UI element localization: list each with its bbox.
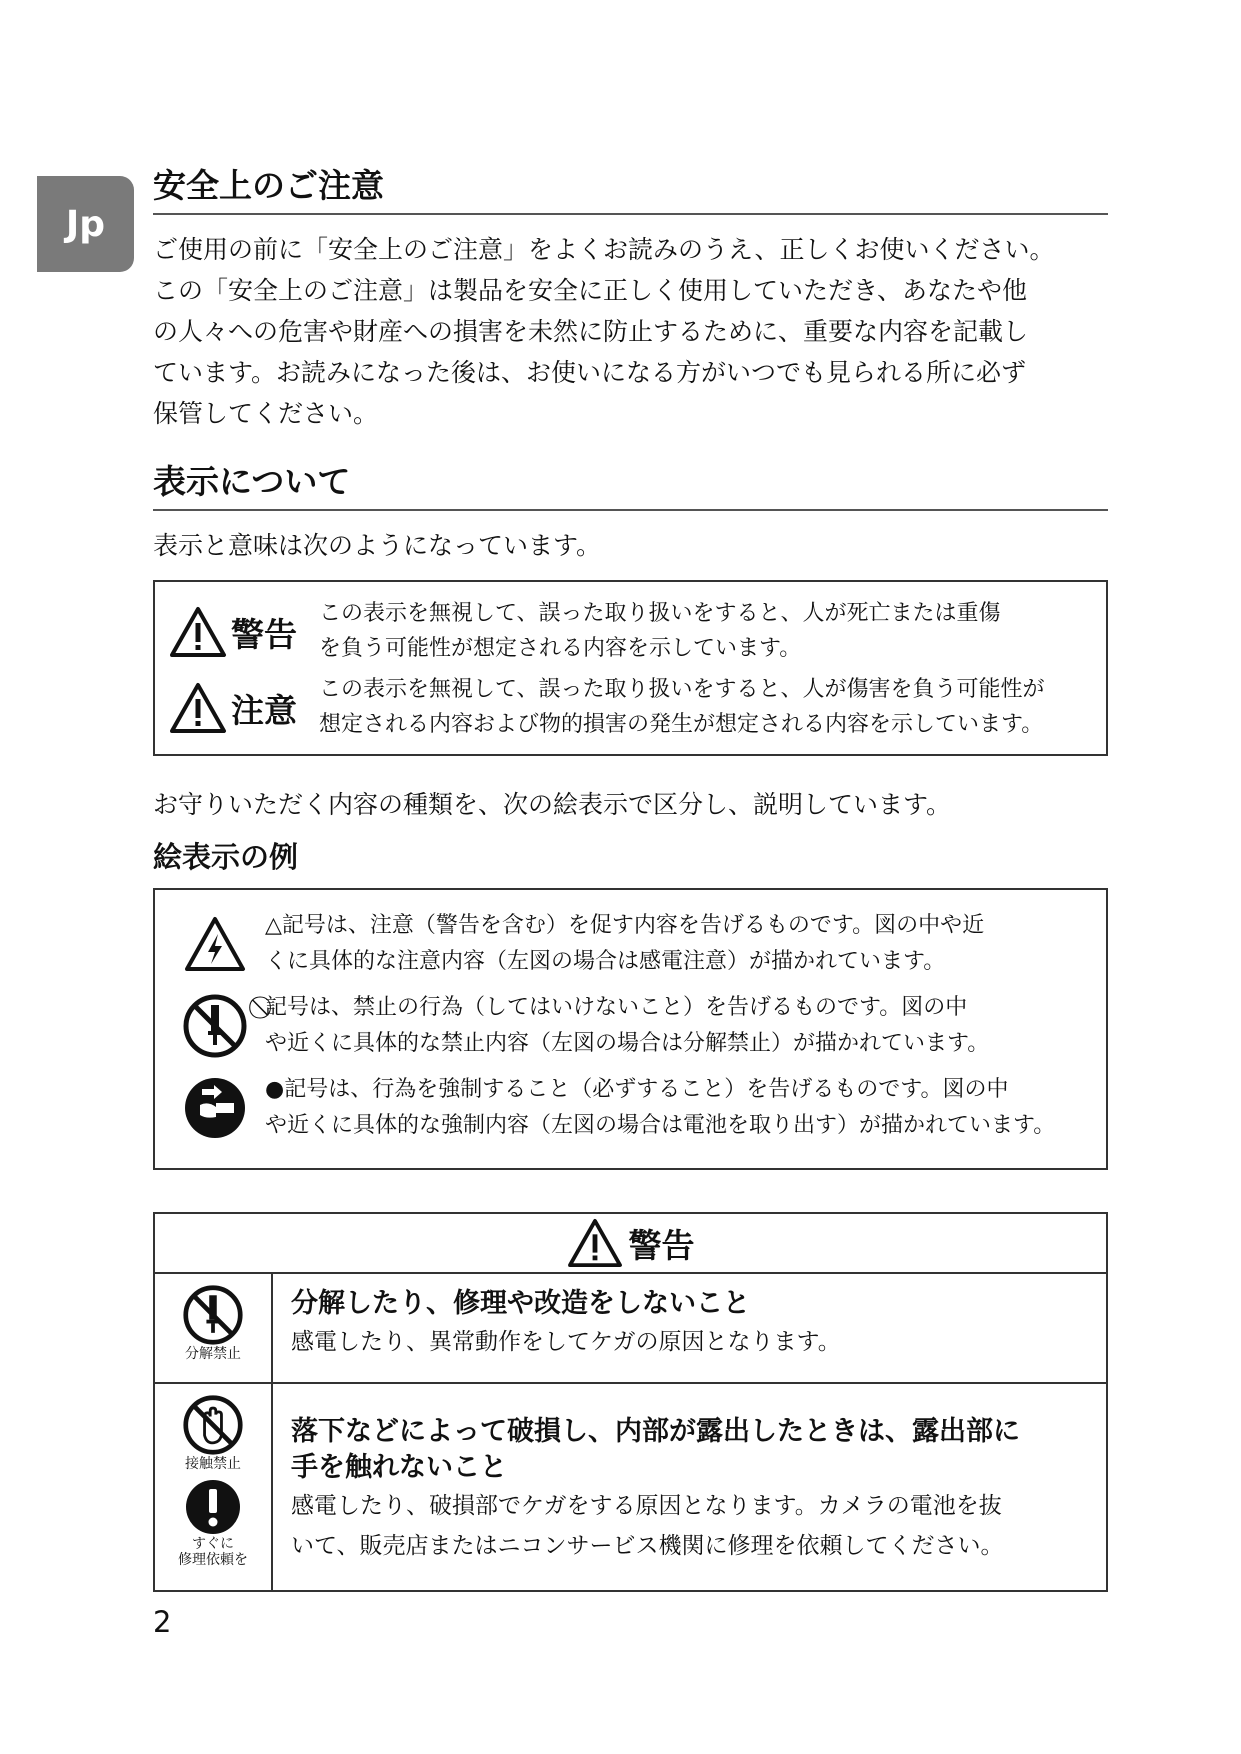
text-line: ています。お読みになった後は、お使いになる方がいつでも見られる所に必ず [153,358,1027,387]
warning-title: 落下などによって破損し、内部が露出したときは、露出部に [291,1416,1020,1447]
language-tab [37,176,134,272]
warning-row-exposed-parts [155,1384,1106,1590]
meaning-row-caution [169,672,1094,742]
text-line: や近くに具体的な禁止内容（左図の場合は分解禁止）が描かれています。 [265,1031,990,1056]
caution-description [319,672,1045,742]
text-line: を負う可能性が想定される内容を示しています。 [319,636,802,661]
text-line: この表示を無視して、誤った取り扱いをすると、人が死亡または重傷 [319,601,1001,626]
text-line: ●記号は、行為を強制すること（必ずすること）を告げるものです。図の中 [265,1077,1009,1102]
section-title-indications: 表示について [153,456,1108,511]
warning-description [319,596,1001,666]
text-line: の人々への危害や財産への損害を未然に防止するために、重要な内容を記載し [153,317,1029,346]
meaning-box [153,580,1108,756]
warning-row-disassembly [155,1274,1106,1384]
example-row-caution [171,908,1094,980]
indications-intro: 表示と意味は次のようになっています。 [153,531,602,560]
example-row-prohibition [171,990,1094,1062]
warning-table-header [155,1214,1106,1274]
warning-table [153,1212,1108,1592]
text-line: くに具体的な注意内容（左図の場合は感電注意）が描かれています。 [265,949,946,974]
warning-label-text: 警告 [231,614,297,654]
warning-triangle-icon [567,1218,623,1268]
language-tab-label: Jp [65,203,106,245]
symbols-intro: お守りいただく内容の種類を、次の絵表示で区分し、説明しています。 [153,790,952,819]
icon-caption: 分解禁止 [185,1346,241,1362]
no-touch-icon [182,1394,244,1456]
safety-intro-text [153,229,1108,434]
warning-description: いて、販売店またはニコンサービス機関に修理を依頼してください。 [291,1533,1004,1559]
icon-caption: すぐに 修理依頼を [178,1536,248,1568]
remove-battery-icon [182,1075,248,1141]
caution-label [169,672,319,734]
warning-description: 感電したり、異常動作をしてケガの原因となります。 [291,1329,841,1355]
caution-label-text: 注意 [231,690,297,730]
no-disassembly-icon [182,1284,244,1346]
text-line: この「安全上のご注意」は製品を安全に正しく使用していただき、あなたや他 [153,276,1028,305]
meaning-row-warning [169,596,1094,666]
exclamation-mandatory-icon [184,1478,242,1536]
warning-label [169,596,319,658]
icon-caption: 接触禁止 [185,1456,241,1472]
examples-title: 絵表示の例 [153,840,299,874]
text-line: 保管してください。 [153,399,379,428]
text-line: や近くに具体的な強制内容（左図の場合は電池を取り出す）が描かれています。 [265,1113,1056,1138]
text-line: △記号は、注意（警告を含む）を促す内容を告げるものです。図の中や近 [265,913,985,938]
no-disassembly-icon [182,993,248,1059]
warning-description: 感電したり、破損部でケガをする原因となります。カメラの電池を抜 [291,1493,1002,1519]
page-number: 2 [153,1605,172,1639]
examples-box [153,888,1108,1170]
warning-triangle-icon [169,606,227,658]
text-line: ⃠記号は、禁止の行為（してはいけないこと）を告げるものです。図の中 [265,995,968,1020]
example-row-mandatory [171,1072,1094,1144]
page-content [153,160,1108,1592]
section-title-safety: 安全上のご注意 [153,160,1108,215]
caution-triangle-icon [169,682,227,734]
warning-table-header-text: 警告 [628,1225,695,1265]
warning-title: 手を触れないこと [291,1452,507,1483]
warning-title: 分解したり、修理や改造をしないこと [291,1288,750,1319]
text-line: 想定される内容および物的損害の発生が想定される内容を示しています。 [319,712,1044,737]
text-line: この表示を無視して、誤った取り扱いをすると、人が傷害を負う可能性が [319,677,1045,702]
text-line: ご使用の前に「安全上のご注意」をよくお読みのうえ、正しくお使いください。 [153,235,1055,264]
electric-shock-caution-icon [184,916,246,972]
